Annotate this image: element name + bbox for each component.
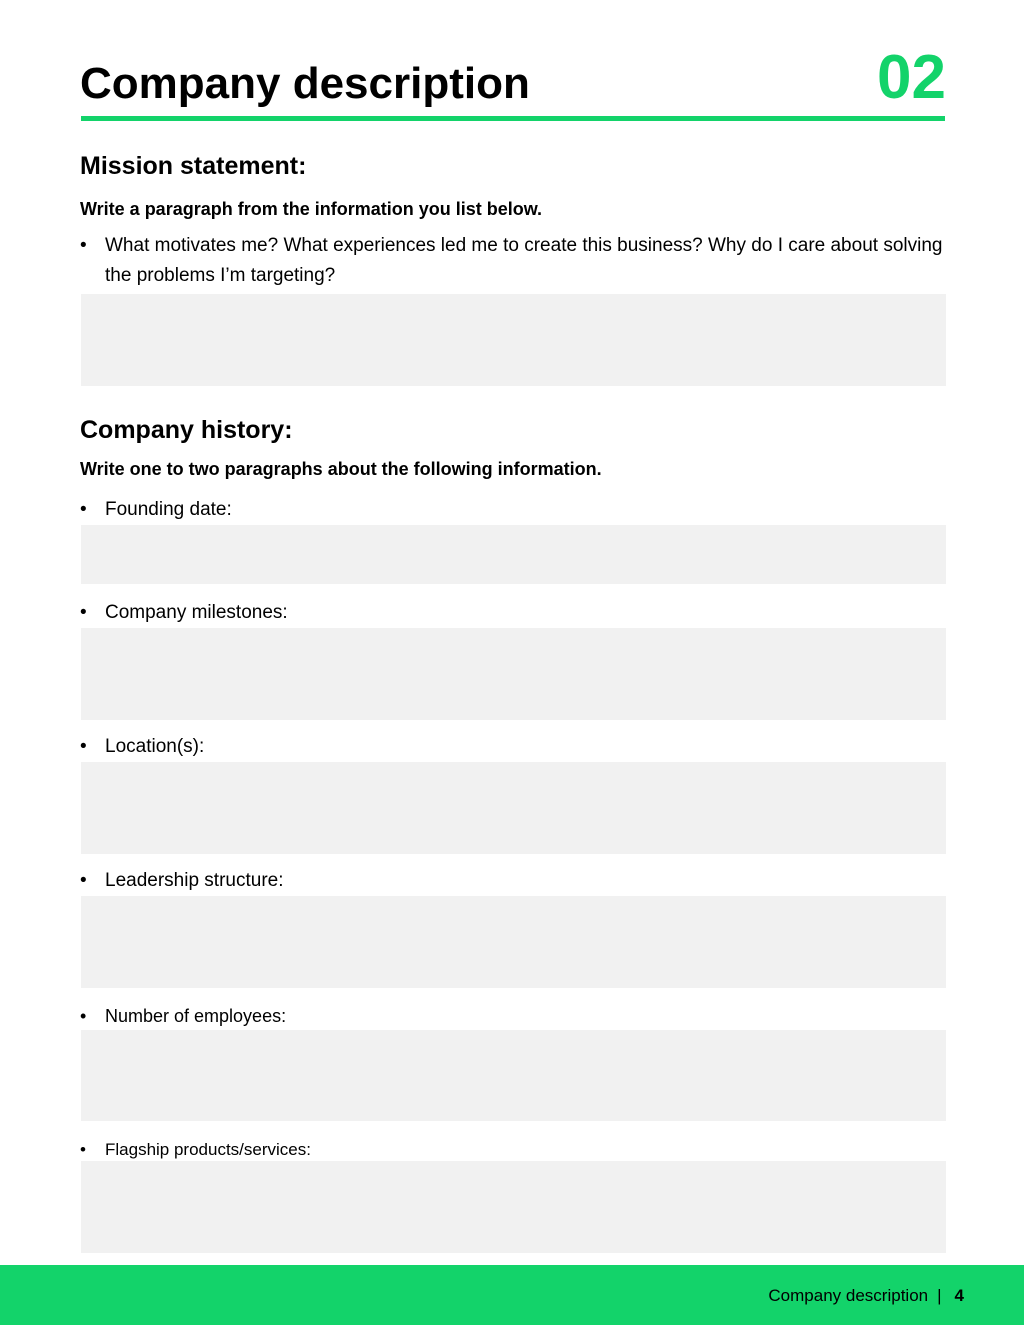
milestones-label: Company milestones: [105,602,288,623]
bullet-dot: • [80,235,87,256]
milestones-bullet [80,598,944,628]
footer-bar [0,1265,1024,1325]
history-heading: Company history: [80,416,293,444]
milestones-field[interactable] [81,628,946,720]
leadership-field[interactable] [81,896,946,988]
footer-page-number: 4 [954,1286,964,1305]
bullet-dot: • [80,736,87,757]
locations-bullet [80,732,944,762]
bullet-dot: • [80,1140,86,1159]
footer-separator: | [937,1286,942,1305]
footer-label [768,1285,964,1307]
employees-label: Number of employees: [105,1006,287,1026]
mission-bullet [80,231,944,291]
employees-bullet [80,1001,944,1031]
mission-instruction: Write a paragraph from the information you list below. [80,199,543,219]
mission-statement-field[interactable] [81,294,946,386]
title-rule [81,116,945,121]
bullet-dot: • [80,1006,87,1026]
bullet-dot: • [80,499,87,520]
locations-field[interactable] [81,762,946,854]
founding-date-bullet [80,495,944,525]
products-label: Flagship products/services: [105,1140,311,1159]
footer-section-name: Company description [768,1286,929,1305]
founding-date-field[interactable] [81,525,946,584]
founding-date-label: Founding date: [105,499,232,520]
mission-heading: Mission statement: [80,152,307,180]
bullet-dot: • [80,602,87,623]
employees-field[interactable] [81,1030,946,1121]
section-number: 02 [877,43,946,112]
page-title: Company description [80,59,530,108]
locations-label: Location(s): [105,736,205,757]
bullet-dot: • [80,870,87,891]
leadership-bullet [80,866,944,896]
mission-bullet-text: What motivates me? What experiences led me to create this business? Why do I care about solving the problems I’m targeting? [105,235,943,286]
products-field[interactable] [81,1161,946,1253]
leadership-label: Leadership structure: [105,870,284,891]
history-instruction: Write one to two paragraphs about the following information. [80,459,602,479]
